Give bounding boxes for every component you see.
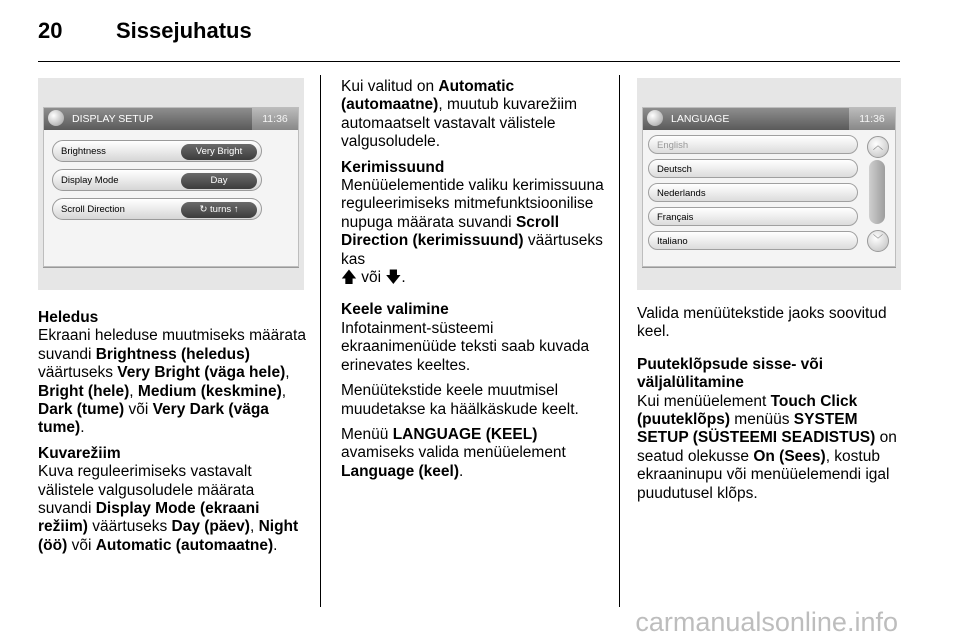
text: . [459,462,464,480]
text: , [129,382,138,400]
language-item[interactable]: Deutsch [648,159,858,178]
column-3 [637,305,905,510]
scroll-up-button[interactable]: ︿ [867,136,889,158]
text: Kui menüüelement [637,392,771,410]
kerimissuund-heading: Kerimissuund [341,158,445,176]
bold-term: Very Dark (väga tume) [38,401,269,437]
keele-valimine-heading: Keele valimine [341,301,449,319]
valida-paragraph [637,305,905,342]
heledus-heading: Heledus [38,309,99,326]
column-2 [341,78,607,488]
section-title: Sissejuhatus [116,18,252,43]
header-rule [38,61,900,62]
bold-term: Bright (hele) [38,382,130,400]
language-item[interactable]: Nederlands [648,183,858,202]
scroll-direction-row[interactable] [52,198,262,220]
display-setup-titlebar [44,108,298,130]
heledus-paragraph [38,309,308,438]
bold-term: SYSTEM SETUP (SÜSTEEMI SEADISTUS) [637,411,876,447]
menu-globe-icon [48,110,64,126]
kuva-heading: Kuvarežiim [38,444,121,462]
brightness-value: Very Bright [181,144,257,160]
display-mode-label: Display Mode [61,175,119,186]
language-screen [642,107,896,267]
display-setup-screen [43,107,299,267]
text: väärtuseks kas [341,232,603,268]
text: . [80,419,85,437]
column-1 [38,309,308,562]
page-number: 20 [38,18,63,43]
text: menüüs [730,411,794,429]
scroll-direction-text: turns [210,204,232,215]
display-setup-image [38,78,304,290]
display-mode-value: Day [181,173,257,189]
bold-term: Day (päev) [171,518,250,536]
bold-term: Dark (tume) [38,401,125,419]
language-item[interactable]: English [648,135,858,154]
display-setup-title: DISPLAY SETUP [72,113,154,125]
text: on seatud olekusse [637,429,897,465]
watermark: carmanualsonline.info [635,607,898,637]
language-image [637,78,901,290]
kuva-paragraph [38,445,308,555]
page-header [38,18,252,44]
column-divider-2 [619,75,620,607]
bold-term: Brightness (heledus) [95,345,250,363]
scroll-direction-value [181,202,257,218]
text: Valida menüütekstide jaoks soovitud keel. [637,305,887,341]
text: väärtuseks [38,364,118,382]
text: Kuva reguleerimiseks vastavalt välistele valgusoludele määrata suvandi [38,463,255,518]
text: või [356,269,386,287]
language-item[interactable]: Italiano [648,231,858,250]
bold-term: Night (öö) [38,518,299,554]
bold-term: Display Mode (ekraani režiim) [38,500,260,536]
scroll-direction-label: Scroll Direction [61,204,125,215]
text: Menüütekstide keele muutmisel muudetakse ka häälkäskude keelt. [341,382,579,418]
text: väärtuseks [87,518,172,536]
touch-paragraph [637,356,905,503]
text: , [281,382,287,400]
keel-paragraph-2 [341,382,607,419]
column-divider-1 [320,75,321,607]
text: või [67,536,96,554]
bold-term: On (Sees) [753,447,826,465]
text: , [249,518,259,536]
language-item[interactable]: Français [648,207,858,226]
text: Menüü [341,425,393,443]
text: avamiseks valida menüüelement [341,444,566,462]
text: . [401,269,406,287]
language-titlebar [643,108,895,130]
arrow-up-icon: ↑ [233,204,239,215]
menu-globe-icon [647,110,663,126]
keel-paragraph-3 [341,426,607,481]
bold-term: Very Bright (väga hele) [117,364,286,382]
bold-term: Automatic (automaatne) [95,536,274,554]
bold-term: LANGUAGE (KEEL) [392,425,538,443]
keri-paragraph [341,159,607,288]
bold-term: Automatic (automaatne) [341,78,515,114]
text: , [285,364,290,382]
scrollbar[interactable] [869,160,885,224]
text: Menüüelementide valiku kerimissuuna reguleerimiseks mitmefunktsioonilise nupuga määrata suvandi [341,177,604,231]
text: Infotainment-süsteemi ekraanimenüüde teksti saab kuvada erinevates keeltes. [341,319,590,374]
bold-term: Touch Click (puuteklõps) [637,392,858,429]
display-mode-row[interactable] [52,169,262,191]
text: Ekraani heleduse muutmiseks määrata suvandi [38,327,306,363]
scroll-down-button[interactable]: ﹀ [867,230,889,252]
arrow-up-icon: 🡅 [341,269,357,287]
auto-paragraph [341,78,607,152]
text: või [124,401,153,419]
clock-display: 11:36 [252,108,298,130]
puuteklops-heading: Puuteklõpsude sisse- või väljalülitamine [637,355,824,392]
brightness-row[interactable] [52,140,262,162]
language-title: LANGUAGE [671,113,730,125]
text: , muutub kuvarežiim automaatselt vastavalt välistele valgusoludele. [341,96,578,151]
text: . [273,536,278,554]
text: , kostub ekraaninupu või menüüelemendi igal puudutusel klõps. [637,447,890,502]
text: Kui valitud on [341,78,439,95]
bold-term: Language (keel) [341,462,459,480]
bold-term: Scroll Direction (kerimissuund) [341,213,560,250]
arrow-down-icon: 🡇 [385,269,402,287]
clock-display: 11:36 [849,108,895,130]
brightness-label: Brightness [61,146,106,157]
bold-term: Medium (keskmine) [137,382,282,400]
rotate-icon: ↻ [199,204,208,215]
keel-paragraph [341,301,607,375]
